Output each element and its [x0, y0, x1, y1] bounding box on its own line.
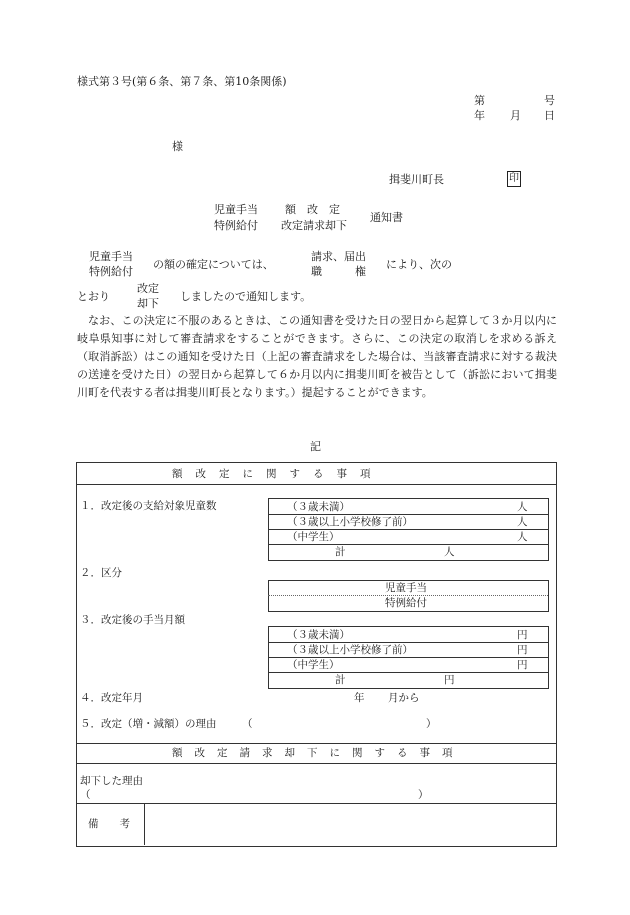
divider [76, 803, 556, 804]
children-row-label: （３歳以上小学校修了前） [287, 516, 413, 528]
amount-row-label: （中学生） [287, 659, 340, 671]
divider [76, 763, 556, 764]
rejection-open-paren: （ [80, 789, 91, 801]
children-row-unit: 人 [517, 531, 528, 543]
body2-c: しましたので通知します。 [180, 290, 312, 303]
ki-label: 記 [310, 440, 321, 453]
item2-label: ２．区分 [80, 567, 122, 579]
rejection-label: 却下した理由 [80, 775, 143, 787]
addressee-suffix: 様 [172, 140, 183, 153]
amount-row-unit: 円 [517, 629, 528, 641]
divider [144, 803, 145, 845]
number-label-1: 第 [474, 94, 485, 107]
body2-a: とおり [77, 290, 110, 303]
item1-label: １．改定後の支給対象児童数 [80, 500, 217, 512]
amount-row-unit: 円 [517, 644, 528, 656]
number-label-2: 号 [544, 94, 555, 107]
category-bottom: 特例給付 [385, 597, 427, 609]
item4-label: ４．改定年月 [80, 692, 143, 704]
item5-open-paren: （ [242, 718, 253, 730]
title-left-top: 児童手当 [214, 203, 258, 216]
children-row-unit: 人 [517, 501, 528, 513]
remarks-label: 備 考 [88, 818, 130, 830]
title-left-bottom: 特例給付 [214, 219, 258, 232]
divider [76, 743, 556, 744]
section2-header: 額改定請求却下に関する事項 [172, 747, 465, 759]
divider [76, 484, 556, 485]
title-mid-top: 額 改 定 [285, 203, 340, 216]
amount-row-unit: 円 [517, 659, 528, 671]
notice-paragraph: なお、この決定に不服のあるときは、この通知書を受けた日の翌日から起算して３か月以内に岐阜県知事に対して審査請求をすることができます。さらに、この決定の取消しを求める訴え（取消訴訟）はこの通知を受けた日（上記の審査請求をした場合は、当該審査請求に対する裁決の送達を受けた日）の翌日から起算して６か月以内に揖斐川町を被告として（訴訟において揖斐川町を代表する者は揖斐川町長となります。）提起することができます。 [77, 314, 557, 399]
body-a-top: 児童手当 [89, 250, 133, 263]
body-b: の額の確定については、 [153, 258, 274, 271]
body2-b-top: 改定 [137, 282, 159, 295]
body-d: により、次の [386, 258, 452, 271]
section1-header: 額改定に関する事項 [172, 468, 384, 480]
amount-total-unit: 円 [444, 674, 455, 686]
item4-month-from: 月から [388, 692, 420, 704]
form-number: 様式第３号(第６条、第７条、第10条関係) [77, 75, 287, 88]
title-mid-bottom: 改定請求却下 [281, 219, 347, 232]
children-total-unit: 人 [444, 546, 455, 558]
body2-b-bottom: 却下 [137, 297, 159, 310]
children-row-label: （３歳未満） [287, 501, 350, 513]
item5-label: ５．改定（増・減額）の理由 [80, 718, 217, 730]
children-row-label: （中学生） [287, 531, 340, 543]
item4-year: 年 [354, 692, 365, 704]
body-a-bottom: 特例給付 [89, 265, 133, 278]
amount-total-label: 計 [335, 674, 346, 686]
body-c-bottom: 職 権 [311, 265, 366, 278]
date-year: 年 [474, 109, 485, 122]
date-day: 日 [544, 109, 555, 122]
rejection-close-paren: ） [418, 789, 429, 801]
body-c-top: 請求、届出 [311, 250, 366, 263]
seal-mark: 印 [507, 171, 521, 187]
divider [268, 672, 548, 673]
children-total-label: 計 [335, 546, 346, 558]
date-month: 月 [510, 109, 521, 122]
category-top: 児童手当 [385, 582, 427, 594]
amount-row-label: （３歳以上小学校修了前） [287, 644, 413, 656]
children-row-unit: 人 [517, 516, 528, 528]
item5-close-paren: ） [426, 718, 437, 730]
item3-label: ３．改定後の手当月額 [80, 614, 185, 626]
issuer-name: 揖斐川町長 [389, 173, 444, 186]
title-suffix: 通知書 [370, 211, 403, 224]
amount-row-label: （３歳未満） [287, 629, 350, 641]
divider [268, 544, 548, 545]
